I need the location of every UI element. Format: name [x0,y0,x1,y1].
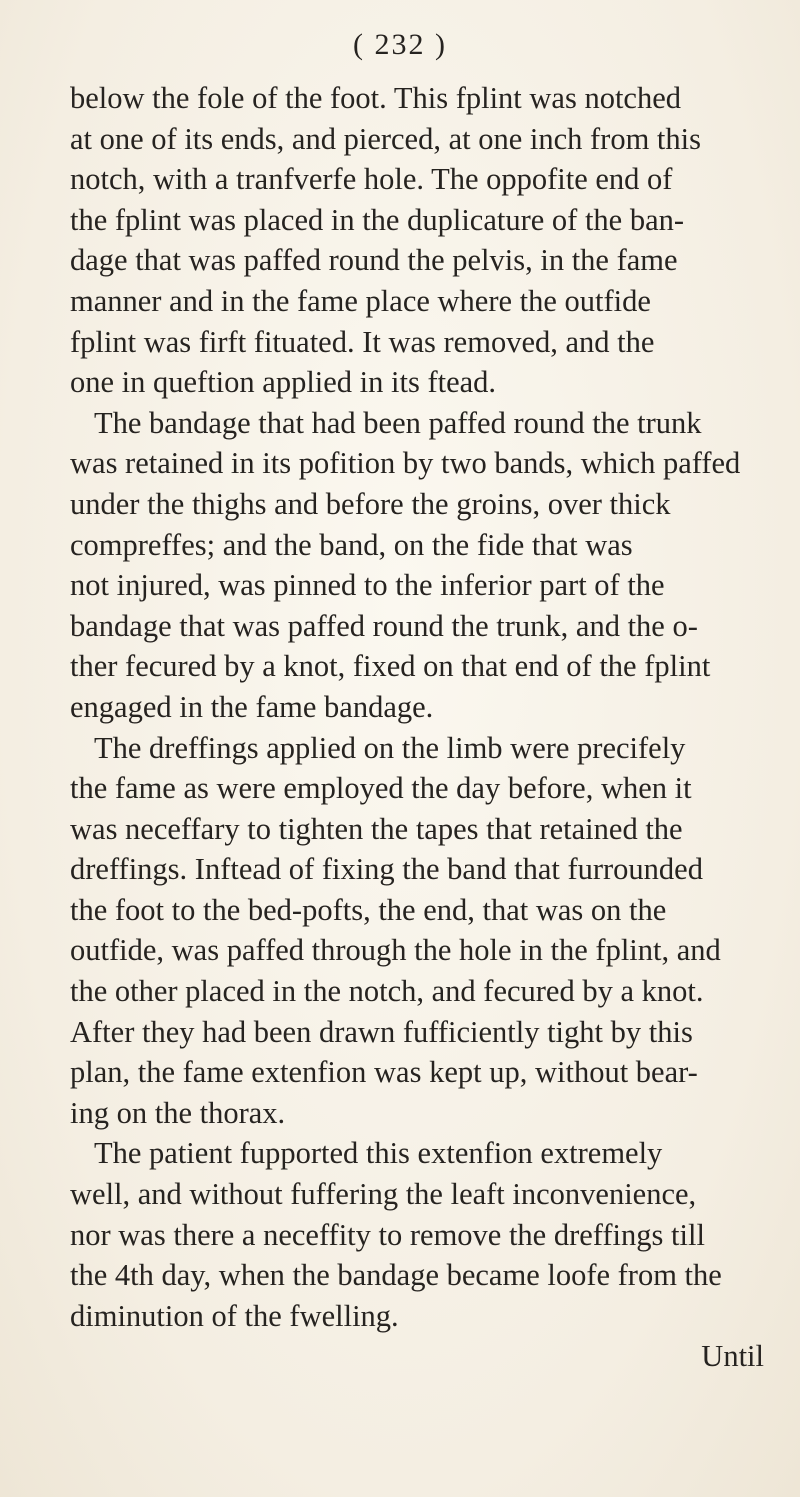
body-text [70,78,800,1377]
text-line: manner and in the fame place where the outfide [70,283,651,318]
text-line: dage that was paffed round the pelvis, in the fame [70,243,678,278]
paragraph-start-line: The bandage that had been paffed round the trunk [94,405,702,440]
text-line: the other placed in the notch, and fecured by a knot. [70,974,704,1009]
paragraph-start-line: The dreffings applied on the limb were precifely [94,730,686,765]
text-line: After they had been drawn fufficiently tight by this [70,1014,693,1049]
text-line: below the fole of the foot. This fplint was notched [70,81,681,115]
page-number: ( 232 ) [353,28,447,61]
text-line: under the thighs and before the groins, over thick [70,486,671,521]
text-line: engaged in the fame bandage. [70,689,434,724]
text-line: diminution of the fwelling. [70,1298,399,1333]
text-line: the fplint was placed in the duplicature of the ban- [70,202,685,237]
text-line: was neceffary to tighten the tapes that retained the [70,811,683,846]
text-line: bandage that was paffed round the trunk, and the o- [70,608,698,643]
text-line: not injured, was pinned to the inferior part of the [70,568,665,603]
paragraph-start-line: The patient fupported this extenfion extremely [94,1136,663,1171]
text-line: ther fecured by a knot, fixed on that end of the fplint [70,649,711,684]
text-line: the fame as were employed the day before, when it [70,771,692,806]
text-line: compreffes; and the band, on the fide that was [70,527,633,562]
text-line: fplint was firft fituated. It was removed, and the [70,324,655,359]
text-line: the 4th day, when the bandage became loofe from the [70,1258,722,1293]
text-line: plan, the fame extenfion was kept up, without bear- [70,1055,698,1090]
text-line: outfide, was paffed through the hole in the fplint, and [70,933,721,968]
text-line: dreffings. Inftead of fixing the band that furrounded [70,852,703,887]
text-line: notch, with a tranfverfe hole. The oppofite end of [70,162,673,197]
text-line: one in queftion applied in its ftead. [70,365,497,400]
text-line: ing on the thorax. [70,1095,286,1130]
text-line: well, and without fuffering the leaft inconvenience, [70,1177,697,1212]
catchword: Until [701,1339,764,1374]
text-line: nor was there a neceffity to remove the dreffings till [70,1217,705,1252]
text-line: the foot to the bed-pofts, the end, that was on the [70,892,667,927]
text-line: at one of its ends, and pierced, at one inch from this [70,121,701,156]
text-line: was retained in its pofition by two bands, which paffed [70,446,741,481]
